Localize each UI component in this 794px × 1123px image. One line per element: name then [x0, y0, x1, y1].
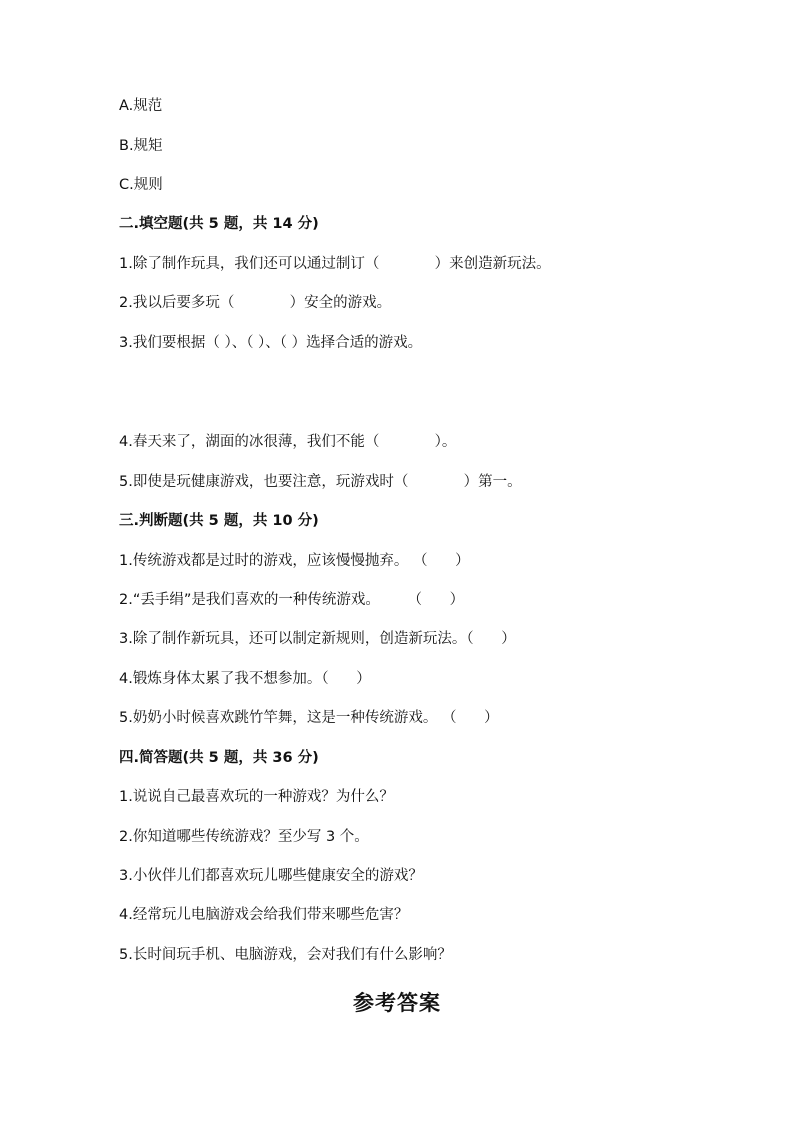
section-heading-true-false: 三.判断题(共 5 题，共 10 分): [119, 513, 319, 529]
fill-in-question-5: 5.即使是玩健康游戏，也要注意，玩游戏时（ ）第一。: [119, 474, 522, 490]
short-answer-question-3: 3.小伙伴儿们都喜欢玩儿哪些健康安全的游戏？: [119, 868, 423, 884]
true-false-question-4: 4.锻炼身体太累了我不想参加。（ ）: [119, 671, 371, 687]
true-false-question-5: 5.奶奶小时候喜欢跳竹竿舞，这是一种传统游戏。 （ ）: [119, 710, 499, 726]
fill-in-question-3: 3.我们要根据（ ）、（ ）、（ ）选择合适的游戏。: [119, 335, 423, 351]
option-c: C.规则: [119, 177, 163, 193]
short-answer-question-2: 2.你知道哪些传统游戏？至少写 3 个。: [119, 829, 369, 845]
fill-in-question-4: 4.春天来了，湖面的冰很薄，我们不能（ ）。: [119, 434, 457, 450]
true-false-question-1: 1.传统游戏都是过时的游戏，应该慢慢抛弃。 （ ）: [119, 553, 470, 569]
option-a: A.规范: [119, 98, 163, 114]
section-heading-fill-in: 二.填空题(共 5 题，共 14 分): [119, 216, 319, 232]
answer-key-title: 参考答案: [353, 990, 441, 1015]
fill-in-question-2: 2.我以后要多玩（ ）安全的游戏。: [119, 295, 392, 311]
short-answer-question-5: 5.长时间玩手机、电脑游戏，会对我们有什么影响？: [119, 947, 452, 963]
true-false-question-3: 3.除了制作新玩具，还可以制定新规则，创造新玩法。（ ）: [119, 631, 516, 647]
fill-in-question-1: 1.除了制作玩具，我们还可以通过制订（ ）来创造新玩法。: [119, 256, 551, 272]
short-answer-question-1: 1.说说自己最喜欢玩的一种游戏？为什么？: [119, 789, 394, 805]
section-heading-short-answer: 四.简答题(共 5 题，共 36 分): [119, 750, 319, 766]
true-false-question-2: 2.“丢手绢”是我们喜欢的一种传统游戏。 （ ）: [119, 592, 465, 608]
option-b: B.规矩: [119, 138, 163, 154]
short-answer-question-4: 4.经常玩儿电脑游戏会给我们带来哪些危害？: [119, 907, 409, 923]
